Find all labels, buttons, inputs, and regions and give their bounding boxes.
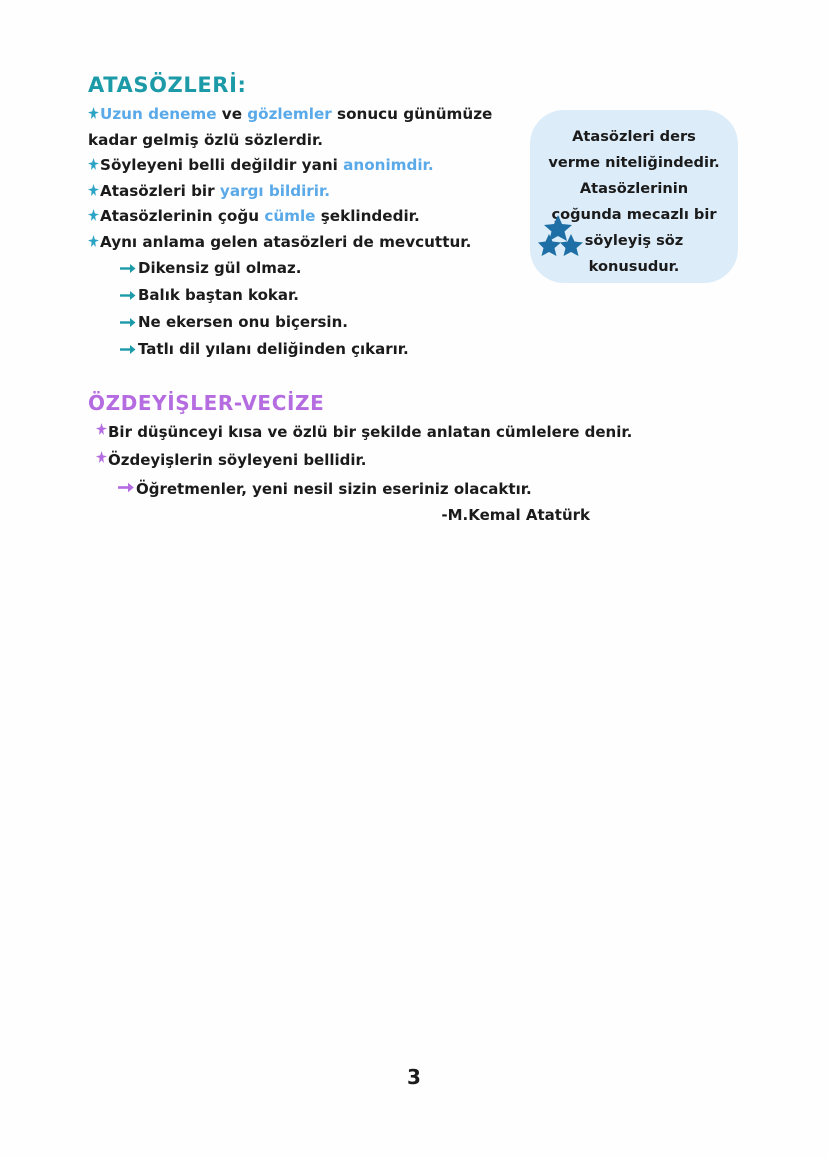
proverb-bullet-1-text [100, 102, 508, 128]
callout-line-4: çoğunda mecazlı bir [551, 206, 717, 223]
aphorism-bullet-2-text: Özdeyişlerin söyleyeni bellidir. [108, 451, 367, 469]
proverb-example-4 [88, 336, 508, 363]
aphorism-bullet-1-text: Bir düşünceyi kısa ve özlü bir şekilde anlatan cümlelere denir. [108, 423, 633, 441]
aphorism-example-1-text: Öğretmenler, yeni nesil sizin eseriniz olacaktır. [136, 480, 532, 498]
attribution-row [88, 506, 598, 524]
plain-ve: ve [216, 105, 248, 124]
section-aphorisms-heading: ÖZDEYİŞLER-VECİZE [88, 391, 325, 415]
plain-atasozleri-bir: Atasözleri bir [100, 181, 220, 200]
arrow-right-icon [118, 474, 134, 501]
proverb-example-1 [88, 255, 508, 282]
callout-line-5: söyleyiş söz [584, 232, 684, 249]
proverb-example-3-text: Ne ekersen onu biçersin. [138, 313, 348, 332]
plain-seklindedir: şeklindedir. [315, 207, 420, 226]
proverb-bullet-5 [88, 230, 508, 256]
section-proverbs [88, 74, 508, 363]
arrow-right-icon [120, 282, 136, 309]
highlight-anonimdir: anonimdir. [343, 156, 434, 175]
proverb-bullet-3 [88, 179, 508, 205]
plain-atasozlerinin-cogu: Atasözlerinin çoğu [100, 207, 265, 226]
arrow-right-icon [120, 255, 136, 282]
stars-icon [538, 215, 592, 261]
section-proverbs-heading: ATASÖZLERİ: [88, 73, 247, 97]
proverb-bullet-4-text [100, 204, 508, 230]
highlight-yargi-bildirir: yargı bildirir. [219, 181, 331, 200]
plain-soyleyeni: Söyleyeni belli değildir yani [100, 156, 344, 175]
proverb-bullet-1-continuation: kadar gelmiş özlü sözlerdir. [88, 130, 324, 149]
aphorism-bullet-1 [88, 418, 648, 446]
callout-line-1: Atasözleri ders [572, 128, 696, 145]
page-number: 3 [407, 1065, 421, 1089]
proverb-example-3 [88, 309, 508, 336]
proverb-bullet-2 [88, 153, 508, 179]
highlight-gozlemler: gözlemler [247, 105, 332, 124]
sparkle-bullet-icon [88, 102, 99, 128]
callout-line-6: konusudur. [588, 258, 680, 275]
callout-line-2: verme niteliğindedir. [548, 154, 720, 171]
highlight-cumle: cümle [264, 207, 316, 226]
arrow-right-icon [120, 336, 136, 363]
plain-sonucu: sonucu günümüze [331, 105, 493, 124]
proverb-example-4-text: Tatlı dil yılanı deliğinden çıkarır. [138, 340, 409, 359]
highlight-uzun-deneme: Uzun deneme [100, 105, 217, 124]
proverb-bullet-3-text [100, 179, 508, 205]
sparkle-bullet-icon [96, 446, 107, 472]
proverb-bullet-2-text [100, 153, 508, 179]
proverb-bullet-1 [88, 102, 508, 128]
section-aphorisms [88, 392, 648, 524]
proverb-bullet-5-text: Aynı anlama gelen atasözleri de mevcuttur. [100, 232, 472, 251]
aphorism-bullet-2 [88, 446, 648, 474]
arrow-right-icon [120, 309, 136, 336]
proverb-bullet-4 [88, 204, 508, 230]
attribution-text: -M.Kemal Atatürk [441, 506, 590, 524]
aphorism-example-1 [88, 474, 648, 504]
sparkle-bullet-icon [88, 179, 99, 205]
sparkle-bullet-icon [96, 418, 107, 444]
sparkle-bullet-icon [88, 204, 99, 230]
proverb-example-2 [88, 282, 508, 309]
sparkle-bullet-icon [88, 230, 99, 256]
proverb-example-1-text: Dikensiz gül olmaz. [138, 259, 302, 278]
proverb-example-2-text: Balık baştan kokar. [138, 286, 299, 305]
callout-box [530, 110, 738, 283]
sparkle-bullet-icon [88, 153, 99, 179]
callout-line-3: Atasözlerinin [579, 180, 689, 197]
